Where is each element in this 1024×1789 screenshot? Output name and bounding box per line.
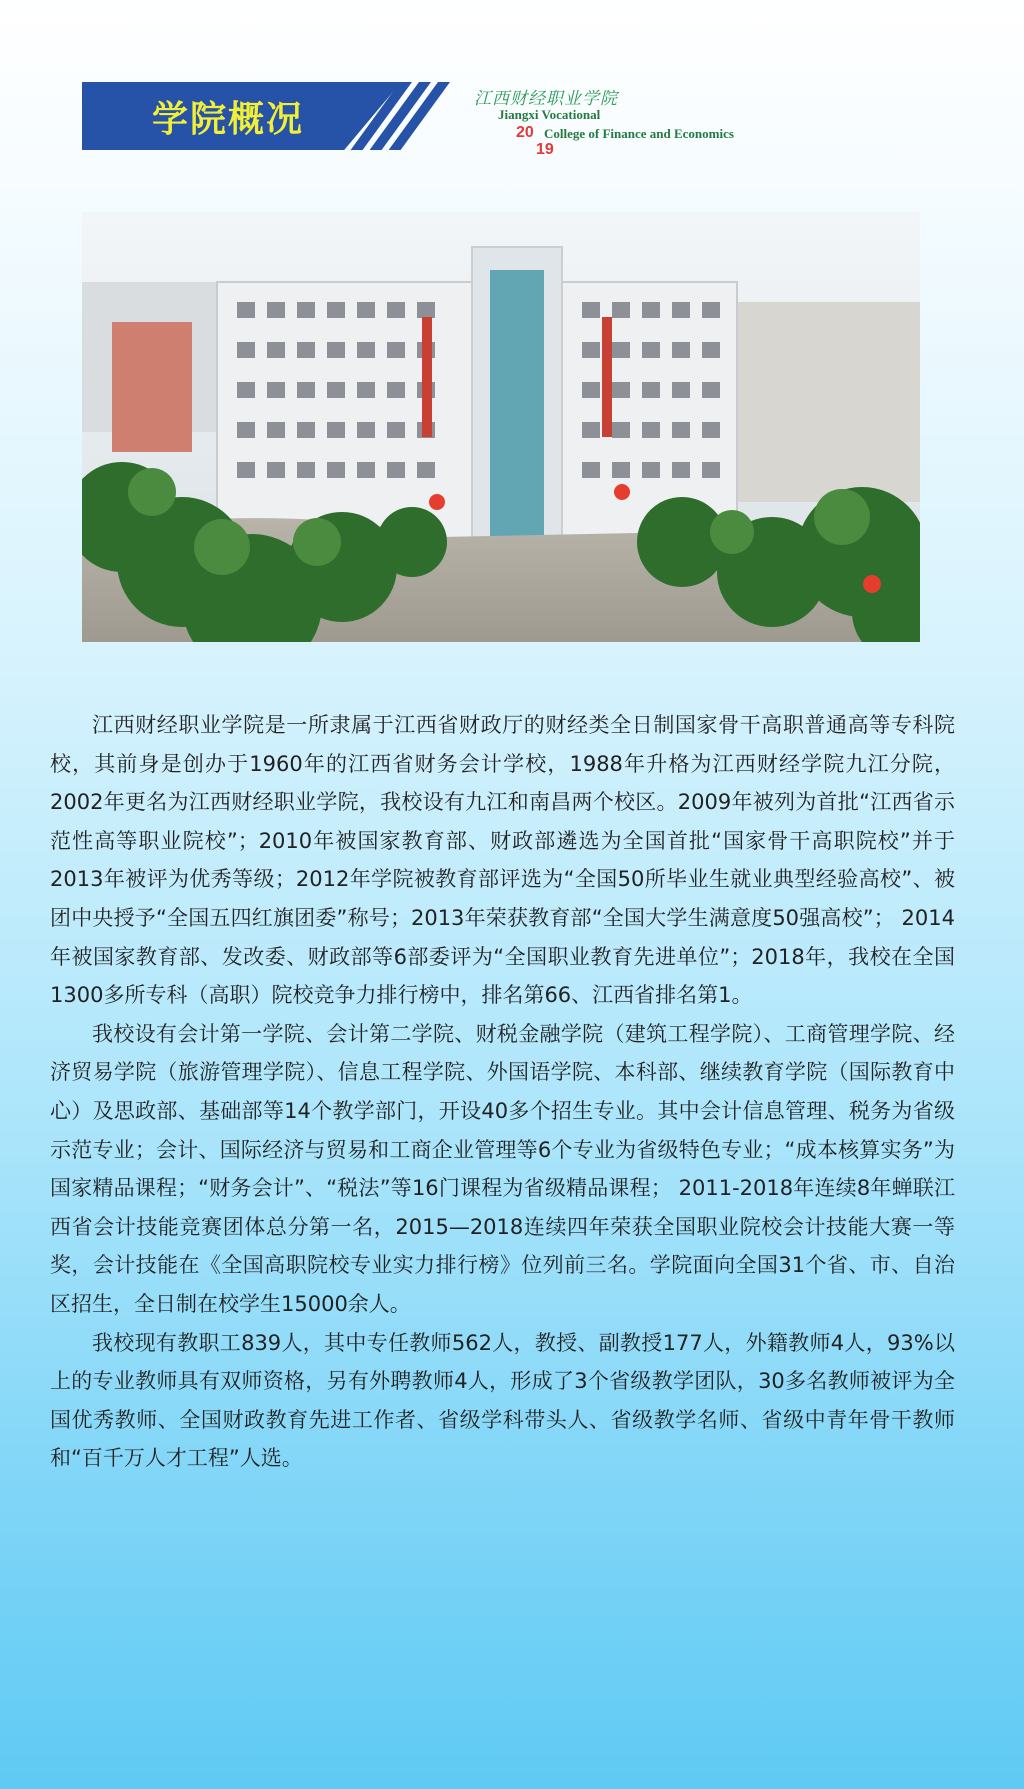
logo-year-top: 20: [516, 124, 534, 141]
lantern-far-right: [863, 575, 881, 593]
page-title: 学院概况: [152, 99, 305, 140]
article-paragraph: 江西财经职业学院是一所隶属于江西省财政厅的财经类全日制国家骨干高职普通高等专科院校，其前身是创办于1960年的江西省财务会计学校，1988年升格为江西财经学院九江分院，2002年更名为江西财经职业学院，我校设有九江和南昌两个校区。2009年被列为首批“江西省示范性高等职业院校”；2010年被国家教育部、财政部遴选为全国首批“国家骨干高职院校”并于2013年被评为优秀等级；2012年学院被教育部评选为“全国50所毕业生就业典型经验高校”、被团中央授予“全国五四红旗团委”称号；2013年荣获教育部“全国大学生满意度50强高校”； 2014年被国家教育部、发改委、财政部等6部委评为“全国职业教育先进单位”；2018年，我校在全国1300多所专科（高职）院校竞争力排行榜中，排名第66、江西省排名第1。: [50, 713, 955, 1008]
logo-english-line-2: College of Finance and Economics: [544, 126, 734, 141]
logo-english-line-1: Jiangxi Vocational: [498, 107, 601, 122]
logo-year-bottom: 19: [536, 141, 554, 158]
red-banner-left: [422, 317, 432, 437]
logo-chinese-name: 江西财经职业学院: [474, 89, 618, 109]
campus-photo-illustration: [82, 212, 920, 642]
article-paragraph: 我校设有会计第一学院、会计第二学院、财税金融学院（建筑工程学院）、工商管理学院、经济贸易学院（旅游管理学院）、信息工程学院、外国语学院、本科部、继续教育学院（国际教育中心）及思政部、基础部等14个教学部门，开设40多个招生专业。其中会计信息管理、税务为省级示范专业；会计、国际经济与贸易和工商企业管理等6个专业为省级特色专业；“成本核算实务”为国家精品课程；“财务会计”、“税法”等16门课程为省级精品课程； 2011-2018年连续8年蝉联江西省会计技能竞赛团体总分第一名，2015—2018连续四年荣获全国职业院校会计技能大赛一等奖，会计技能在《全国高职院校专业实力排行榜》位列前三名。学院面向全国31个省、市、自治区招生，全日制在校学生15000余人。: [50, 1021, 955, 1316]
college-logo: [474, 84, 834, 164]
article-body: [50, 706, 955, 1478]
lantern-right: [614, 484, 630, 500]
article-paragraph: 我校现有教职工839人，其中专任教师562人，教授、副教授177人，外籍教师4人，93%以上的专业教师具有双师资格，另有外聘教师4人，形成了3个省级教学团队，30多名教师被评为全国优秀教师、全国财政教育先进工作者、省级学科带头人、省级教学名师、省级中青年骨干教师和“百千万人才工程”人选。: [50, 1330, 955, 1471]
glass-facade: [490, 270, 544, 557]
campus-photo: [82, 212, 920, 642]
background-building-right: [737, 302, 920, 502]
lantern-left: [429, 494, 445, 510]
header-banner: [82, 82, 462, 150]
red-banner-right: [602, 317, 612, 437]
background-building-red: [112, 322, 192, 452]
